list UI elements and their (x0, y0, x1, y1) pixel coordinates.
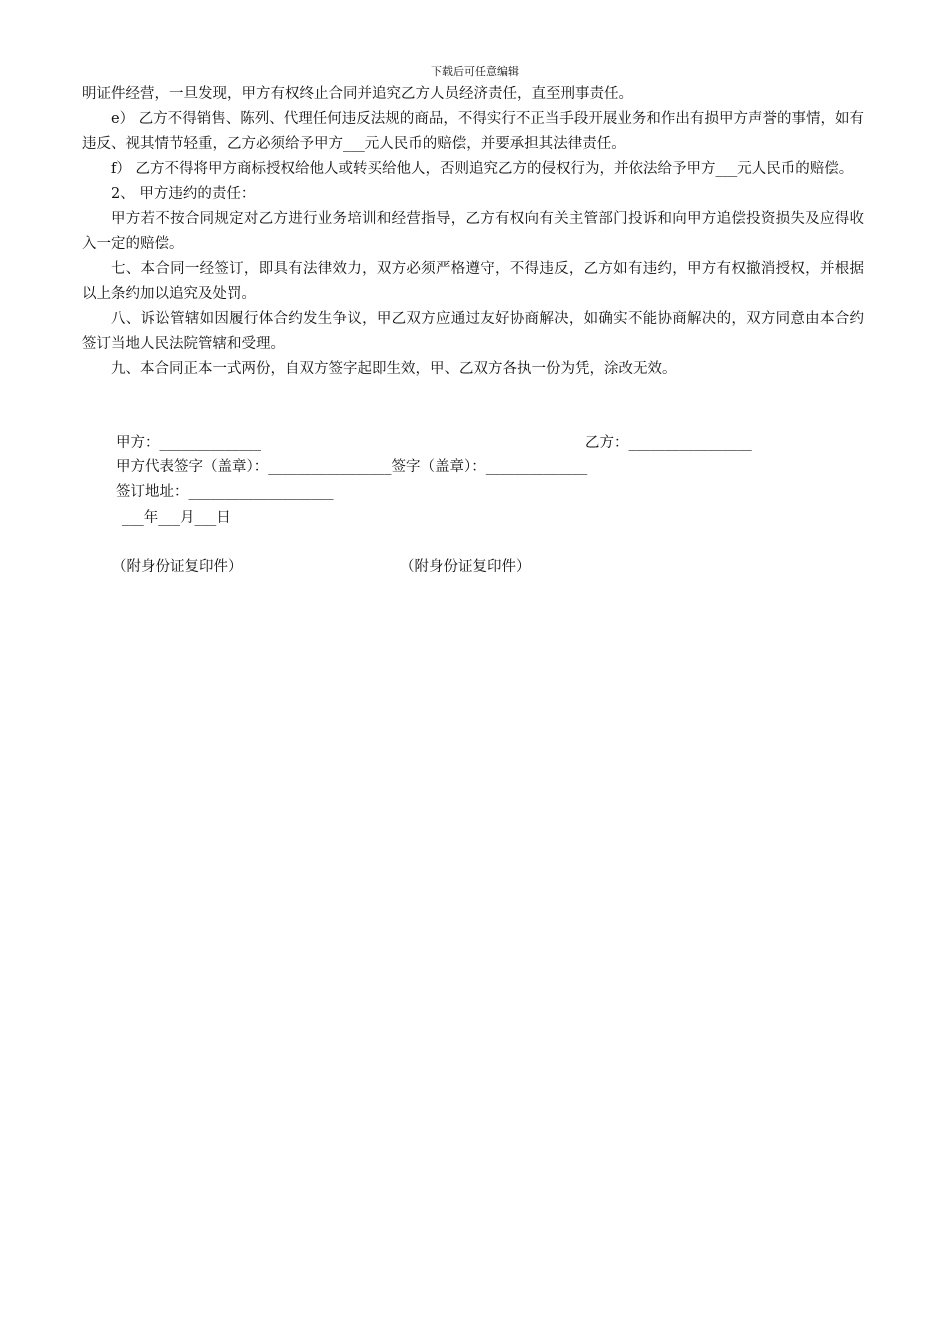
party-a-line: 甲方：______________ (116, 435, 261, 451)
page-header: 下载后可任意编辑 (431, 65, 519, 78)
paragraph-nine: 九、本合同正本一式两份，自双方签字起即生效，甲、乙双方各执一份为凭，涂改无效。 (111, 361, 677, 377)
signing-address-line: 签订地址：____________________ (116, 484, 334, 500)
id-copy-note-b: （附身份证复印件） (400, 559, 531, 575)
paragraph-eight: 八、诉讼管辖如因履行体合约发生争议，甲乙双方应通过友好协商解决，如确实不能协商解决的，双方同意由本合约签订当地人民法院管辖和受理。 (82, 311, 864, 352)
paragraph-party-a-breach: 甲方若不按合同规定对乙方进行业务培训和经营指导，乙方有权向有关主管部门投诉和向甲方追偿投资损失及应得收入一定的赔偿。 (82, 211, 864, 252)
date-line: ___年___月___日 (122, 510, 231, 526)
paragraph-f: f） 乙方不得将甲方商标授权给他人或转买给他人，否则追究乙方的侵权行为，并依法给予甲方___元人民币的赔偿。 (111, 161, 854, 177)
id-copy-note-a: （附身份证复印件） (112, 559, 243, 575)
representative-signature-line: 甲方代表签字（盖章）：_________________签字（盖章）：______________ (116, 459, 588, 475)
paragraph-seven: 七、本合同一经签订，即具有法律效力，双方必须严格遵守，不得违反，乙方如有违约，甲方有权撤消授权，并根据以上条约加以追究及处罚。 (82, 261, 864, 302)
party-b-line: 乙方：_________________ (585, 435, 752, 451)
paragraph-e: e） 乙方不得销售、陈列、代理任何违反法规的商品，不得实行不正当手段开展业务和作出有损甲方声誉的事情，如有违反、视其情节轻重，乙方必须给予甲方___元人民币的赔偿，并要承担其法律责任。 (82, 111, 864, 152)
paragraph-0: 明证件经营，一旦发现，甲方有权终止合同并追究乙方人员经济责任，直至刑事责任。 (82, 86, 633, 102)
paragraph-party-a-breach-heading: 2、 甲方违约的责任： (111, 186, 256, 202)
contract-body (82, 82, 864, 382)
